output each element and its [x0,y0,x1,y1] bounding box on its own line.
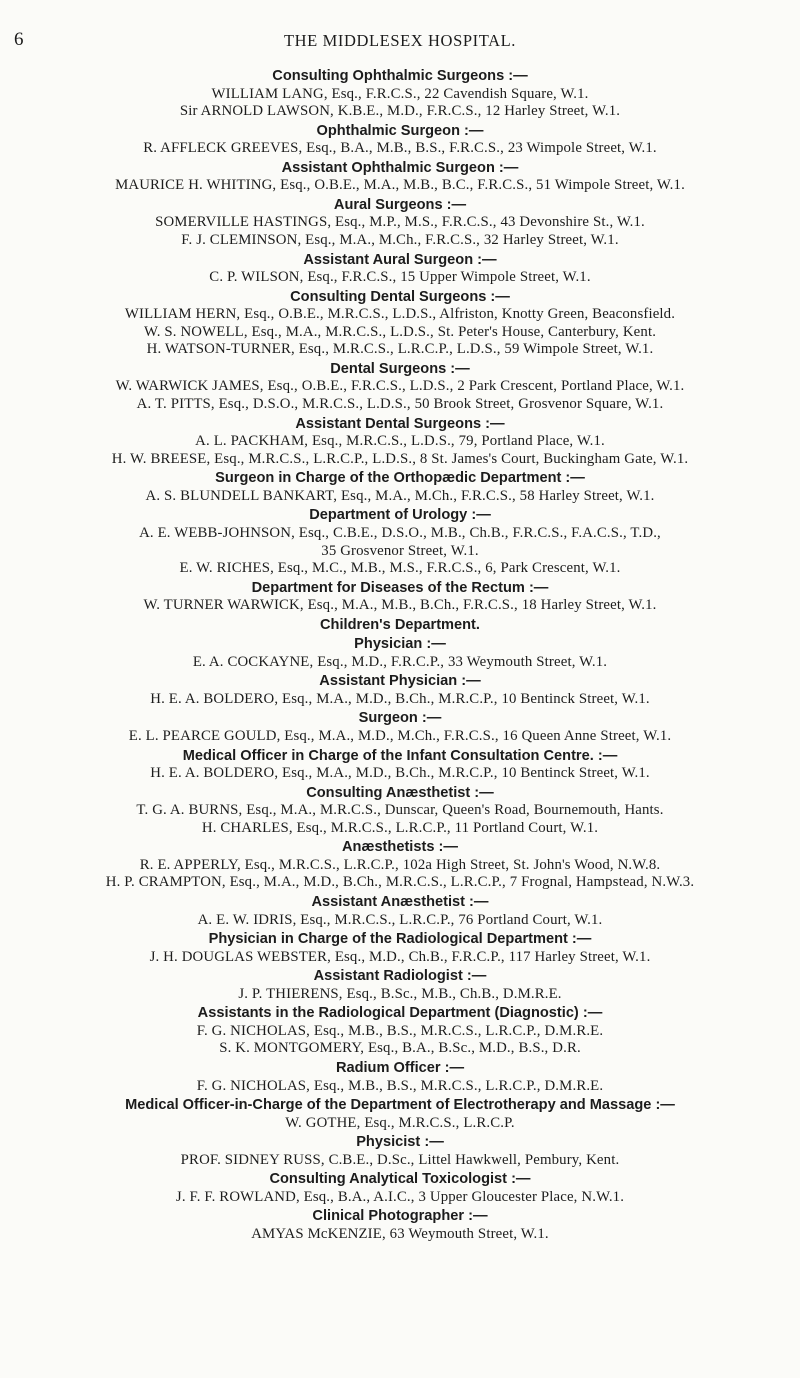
staff-section [12,930,788,966]
staff-section [12,1170,788,1206]
staff-entry: W. S. NOWELL, Esq., M.A., M.R.C.S., L.D.S., St. Peter's House, Canterbury, Kent. [143,323,657,340]
staff-entry: MAURICE H. WHITING, Esq., O.B.E., M.A., M.B., B.C., F.R.C.S., 51 Wimpole Street, W.1. [115,177,685,194]
section-heading: Consulting Ophthalmic Surgeons :— [272,68,528,84]
staff-section [12,469,788,505]
staff-entry: A. E. WEBB-JOHNSON, Esq., C.B.E., D.S.O., M.B., Ch.B., F.R.C.S., F.A.C.S., T.D., [139,524,661,541]
section-heading: Consulting Anæsthetist :— [306,784,494,801]
staff-entry: W. TURNER WARWICK, Esq., M.A., M.B., B.Ch., F.R.C.S., 18 Harley Street, W.1. [143,597,657,614]
section-heading: Assistants in the Radiological Department (Diagnostic) :— [197,1005,603,1022]
section-heading: Assistant Ophthalmic Surgeon :— [281,159,519,176]
staff-section [12,251,788,287]
staff-listing [12,66,788,1243]
staff-entry: A. T. PITTS, Esq., D.S.O., M.R.C.S., L.D.S., 50 Brook Street, Grosvenor Square, W.1. [136,396,664,413]
staff-section [12,415,788,469]
staff-section [12,506,788,577]
page-header [0,29,800,53]
staff-section [12,288,788,359]
staff-entry: H. E. A. BOLDERO, Esq., M.A., M.D., B.Ch., M.R.C.P., 10 Bentinck Street, W.1. [150,765,650,782]
section-heading: Surgeon :— [358,710,442,727]
section-heading: Assistant Dental Surgeons :— [295,415,505,432]
staff-entry: H. WATSON-TURNER, Esq., M.R.C.S., L.R.C.P., L.D.S., 59 Wimpole Street, W.1. [146,341,654,358]
section-heading: Clinical Photographer :— [312,1208,488,1225]
staff-entry: R. AFFLECK GREEVES, Esq., B.A., M.B., B.S., F.R.C.S., 23 Wimpole Street, W.1. [143,140,657,157]
staff-section [12,709,788,745]
staff-section [12,1096,788,1132]
staff-entry: W. WARWICK JAMES, Esq., O.B.E., F.R.C.S., L.D.S., 2 Park Crescent, Portland Place, W.1. [115,378,685,395]
staff-section [12,967,788,1003]
running-title: THE MIDDLESEX HOSPITAL. [283,31,516,50]
staff-section [12,616,788,635]
staff-section [12,893,788,929]
staff-entry: F. J. CLEMINSON, Esq., M.A., M.Ch., F.R.C.S., 32 Harley Street, W.1. [181,231,619,248]
staff-entry: 35 Grosvenor Street, W.1. [321,542,479,559]
section-heading: Department of Urology :— [309,507,491,524]
staff-entry: S. K. MONTGOMERY, Esq., B.A., B.Sc., M.D., B.S., D.R. [219,1040,581,1057]
section-heading: Dental Surgeons :— [330,360,470,377]
staff-entry: A. S. BLUNDELL BANKART, Esq., M.A., M.Ch., F.R.C.S., 58 Harley Street, W.1. [145,487,655,504]
staff-entry: WILLIAM HERN, Esq., O.B.E., M.R.C.S., L.D.S., Alfriston, Knotty Green, Beaconsfield. [124,306,676,323]
staff-entry: Sir ARNOLD LAWSON, K.B.E., M.D., F.R.C.S., 12 Harley Street, W.1. [179,103,621,120]
staff-section [12,635,788,671]
section-heading: Assistant Aural Surgeon :— [303,251,497,268]
section-heading: Aural Surgeons :— [333,196,467,213]
section-heading: Radium Officer :— [335,1060,465,1076]
staff-entry: E. A. COCKAYNE, Esq., M.D., F.R.C.P., 33 Weymouth Street, W.1. [192,653,608,670]
section-heading: Anæsthetists :— [342,839,458,856]
staff-section [12,196,788,250]
staff-section [12,67,788,121]
staff-entry: J. F. F. ROWLAND, Esq., B.A., A.I.C., 3 Upper Gloucester Place, N.W.1. [175,1188,625,1205]
section-heading: Surgeon in Charge of the Orthopædic Department :— [215,470,585,487]
staff-section [12,360,788,414]
staff-entry: A. L. PACKHAM, Esq., M.R.C.S., L.D.S., 79, Portland Place, W.1. [195,433,605,450]
section-heading: Physicist :— [356,1134,444,1151]
staff-section [12,1207,788,1243]
section-heading: Department for Diseases of the Rectum :— [251,579,549,596]
staff-entry: SOMERVILLE HASTINGS, Esq., M.P., M.S., F.R.C.S., 43 Devonshire St., W.1. [155,214,645,231]
staff-entry: A. E. W. IDRIS, Esq., M.R.C.S., L.R.C.P., 76 Portland Court, W.1. [197,911,603,928]
staff-section [12,1059,788,1095]
staff-section [12,838,788,892]
staff-entry: R. E. APPERLY, Esq., M.R.C.S., L.R.C.P., 102a High Street, St. John's Wood, N.W.8. [139,856,661,873]
staff-entry: H. E. A. BOLDERO, Esq., M.A., M.D., B.Ch., M.R.C.P., 10 Bentinck Street, W.1. [150,690,650,707]
staff-entry: WILLIAM LANG, Esq., F.R.C.S., 22 Cavendish Square, W.1. [211,85,589,102]
staff-section [12,579,788,615]
staff-entry: H. P. CRAMPTON, Esq., M.A., M.D., B.Ch., M.R.C.S., L.R.C.P., 7 Frognal, Hampstead, N.W.3. [105,874,695,891]
section-heading: Children's Department. [320,616,480,633]
staff-entry: E. L. PEARCE GOULD, Esq., M.A., M.D., M.Ch., F.R.C.S., 16 Queen Anne Street, W.1. [128,727,672,744]
section-heading: Assistant Physician :— [319,673,481,690]
staff-section [12,672,788,708]
staff-entry: F. G. NICHOLAS, Esq., M.B., B.S., M.R.C.S., L.R.C.P., D.M.R.E. [196,1022,604,1039]
section-heading: Physician in Charge of the Radiological Department :— [208,931,592,948]
staff-entry: W. GOTHE, Esq., M.R.C.S., L.R.C.P. [285,1114,515,1131]
staff-section [12,1133,788,1169]
staff-section [12,159,788,195]
section-heading: Consulting Dental Surgeons :— [290,288,510,305]
staff-section [12,784,788,838]
section-heading: Medical Officer-in-Charge of the Department of Electrotherapy and Massage :— [125,1097,675,1114]
staff-entry: T. G. A. BURNS, Esq., M.A., M.R.C.S., Dunscar, Queen's Road, Bournemouth, Hants. [136,802,664,819]
section-heading: Physician :— [354,636,446,653]
staff-entry: E. W. RICHES, Esq., M.C., M.B., M.S., F.R.C.S., 6, Park Crescent, W.1. [179,560,621,577]
page-number: 6 [14,29,24,50]
staff-entry: J. H. DOUGLAS WEBSTER, Esq., M.D., Ch.B., F.R.C.P., 117 Harley Street, W.1. [149,948,651,965]
staff-section [12,1004,788,1058]
section-heading: Ophthalmic Surgeon :— [316,122,484,139]
staff-entry: F. G. NICHOLAS, Esq., M.B., B.S., M.R.C.S., L.R.C.P., D.M.R.E. [196,1077,604,1094]
section-heading: Medical Officer in Charge of the Infant Consultation Centre. :— [182,747,618,764]
staff-section [12,747,788,783]
staff-section [12,122,788,158]
staff-entry: PROF. SIDNEY RUSS, C.B.E., D.Sc., Littel Hawkwell, Pembury, Kent. [180,1151,620,1168]
staff-entry: J. P. THIERENS, Esq., B.Sc., M.B., Ch.B., D.M.R.E. [238,985,562,1002]
section-heading: Consulting Analytical Toxicologist :— [269,1171,531,1188]
staff-entry: AMYAS McKENZIE, 63 Weymouth Street, W.1. [251,1225,549,1242]
staff-entry: H. W. BREESE, Esq., M.R.C.S., L.R.C.P., L.D.S., 8 St. James's Court, Buckingham Gate, W.1. [111,450,689,467]
section-heading: Assistant Radiologist :— [313,968,487,985]
section-heading: Assistant Anæsthetist :— [311,894,489,911]
staff-entry: C. P. WILSON, Esq., F.R.C.S., 15 Upper Wimpole Street, W.1. [209,269,591,286]
staff-entry: H. CHARLES, Esq., M.R.C.S., L.R.C.P., 11 Portland Court, W.1. [201,819,599,836]
